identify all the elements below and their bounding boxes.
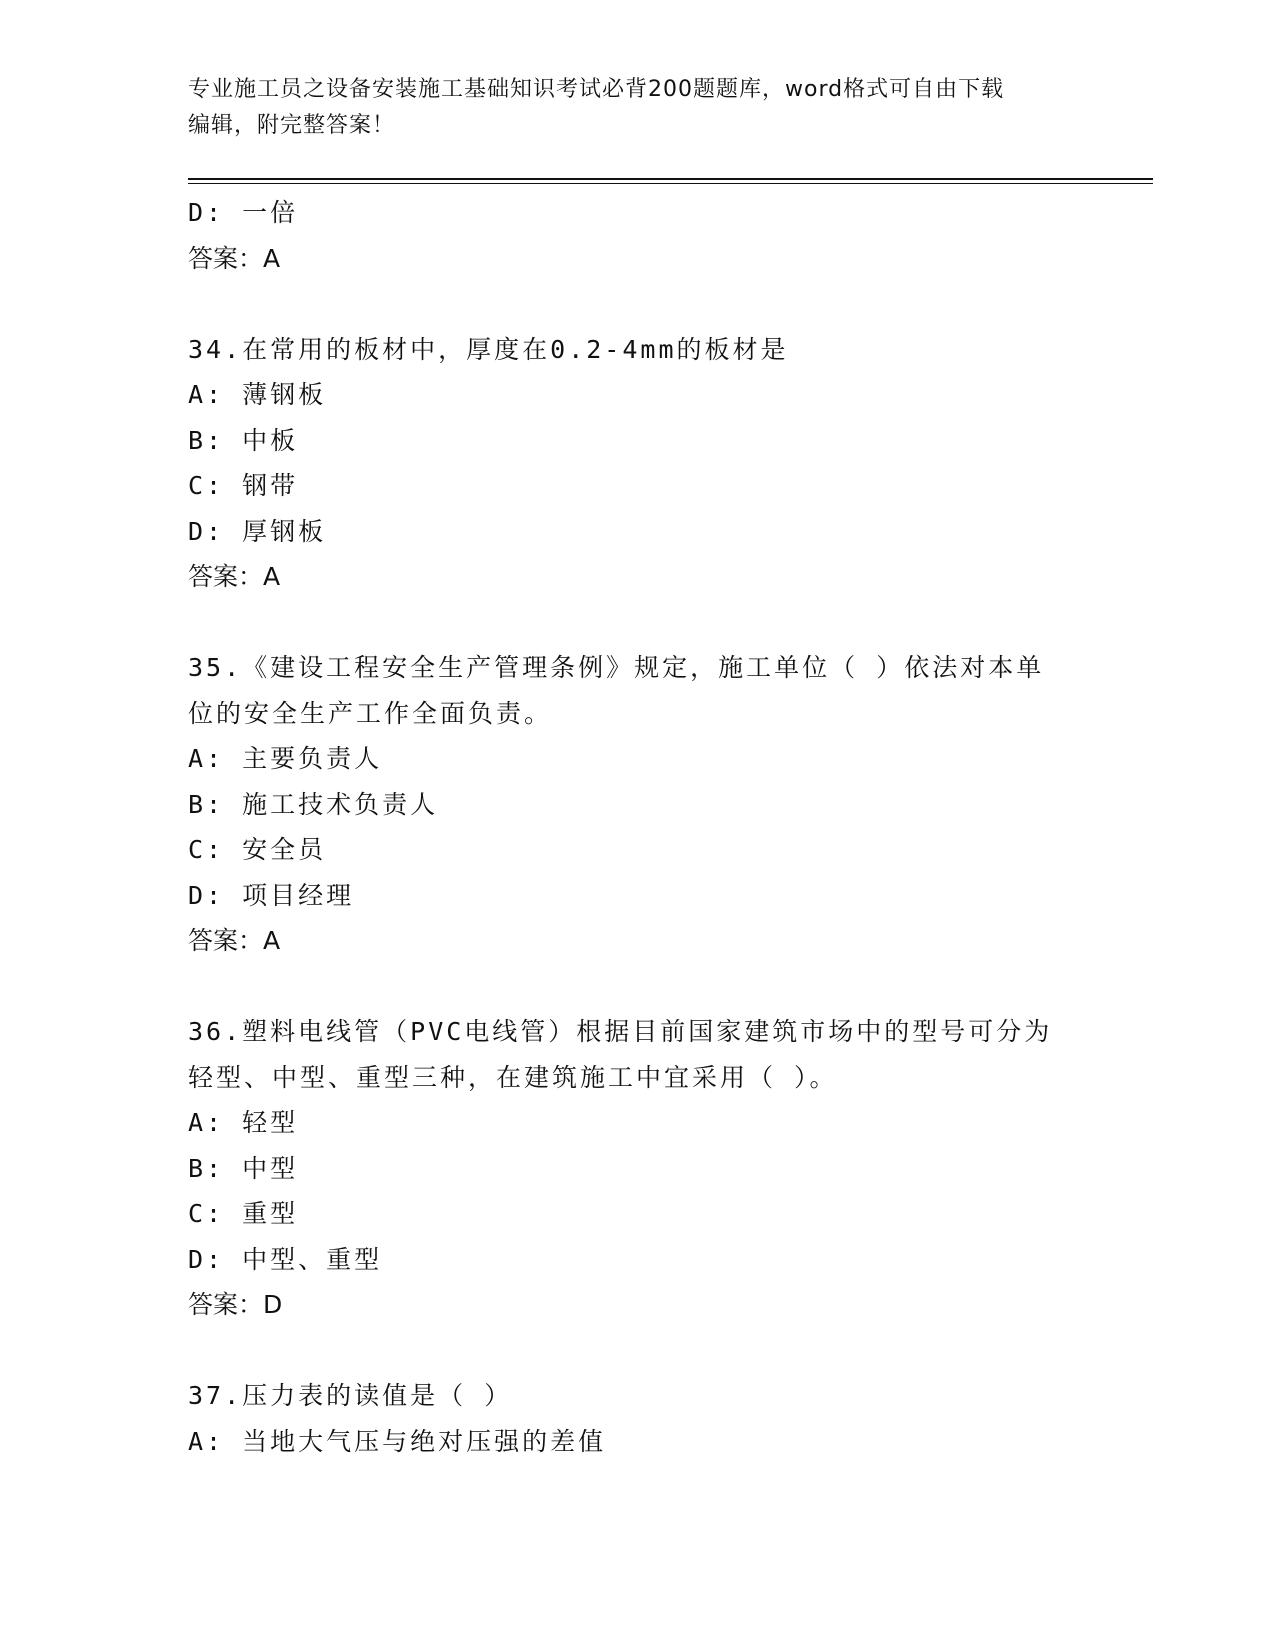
q36-option-c: C: 重型 xyxy=(188,1199,299,1228)
spacer xyxy=(188,1328,1088,1374)
q34-option-c: C: 钢带 xyxy=(188,471,299,500)
header-title-line-2: 编辑，附完整答案！ xyxy=(188,113,396,138)
q35-answer: 答案：A xyxy=(188,926,281,955)
q34-option-d: D: 厚钢板 xyxy=(188,516,327,546)
spacer xyxy=(188,600,1088,646)
q34-answer: 答案：A xyxy=(188,562,281,591)
question-34 xyxy=(188,327,1088,600)
q34-option-b: B: 中板 xyxy=(188,425,299,455)
question-33-tail xyxy=(188,190,1088,281)
header-divider-thick xyxy=(188,178,1153,180)
question-36 xyxy=(188,1009,1088,1328)
spacer xyxy=(188,281,1088,327)
q35-stem-line-1: 35.《建设工程安全生产管理条例》规定，施工单位（ ）依法对本单 xyxy=(188,653,1045,682)
header-divider-thin xyxy=(188,183,1153,184)
question-37 xyxy=(188,1373,1088,1464)
question-35 xyxy=(188,645,1088,964)
q35-stem-line-2: 位的安全生产工作全面负责。 xyxy=(188,698,553,728)
question-list xyxy=(188,190,1088,1464)
q35-option-b: B: 施工技术负责人 xyxy=(188,789,439,819)
q35-option-d: D: 项目经理 xyxy=(188,880,355,910)
q33-answer: 答案：A xyxy=(188,243,281,273)
q36-option-d: D: 中型、重型 xyxy=(188,1244,383,1274)
q37-option-a: A: 当地大气压与绝对压强的差值 xyxy=(188,1426,607,1456)
q37-stem: 37.压力表的读值是（ ） xyxy=(188,1381,513,1410)
q36-stem-line-1: 36.塑料电线管（PVC电线管）根据目前国家建筑市场中的型号可分为 xyxy=(188,1017,1053,1046)
q36-option-a: A: 轻型 xyxy=(188,1108,299,1137)
q36-option-b: B: 中型 xyxy=(188,1153,299,1183)
spacer xyxy=(188,964,1088,1010)
q36-stem-line-2: 轻型、中型、重型三种，在建筑施工中宜采用（ ）。 xyxy=(188,1062,838,1092)
q34-stem: 34.在常用的板材中，厚度在0.2-4mm的板材是 xyxy=(188,334,789,364)
q35-option-a: A: 主要负责人 xyxy=(188,744,383,773)
q33-option-d: D: 一倍 xyxy=(188,198,299,227)
q35-option-c: C: 安全员 xyxy=(188,835,327,864)
q36-answer: 答案：D xyxy=(188,1290,283,1319)
q34-option-a: A: 薄钢板 xyxy=(188,380,327,409)
document-header xyxy=(188,72,1068,144)
header-title-line-1: 专业施工员之设备安装施工基础知识考试必背200题题库，word格式可自由下载 xyxy=(188,77,1005,102)
